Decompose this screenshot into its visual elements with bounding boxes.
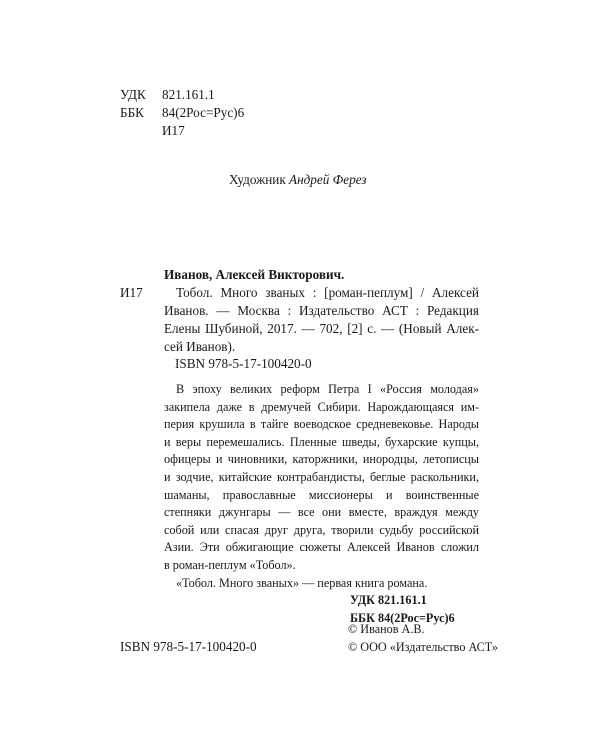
annotation [164,381,479,592]
annotation-line: в роман-пеплум «Тобол». [164,557,296,572]
catalog-author-heading: Иванов, Алексей Викторович. [164,267,345,282]
catalog-description [164,284,479,356]
udk-line [120,86,244,104]
annotation-line: и зодчие, китайские контрабандисты, беглые раскольники, [164,469,479,484]
annotation-closing: «Тобол. Много званых» — первая книга романа. [176,575,428,590]
annotation-line: и веры перемешались. Пленные шведы, бухарские купцы, [164,434,479,449]
catalog-author-mark: И17 [120,285,143,300]
annotation-line: степняки джунгары — все они вместе, враждуя между [164,505,479,520]
annotation-line: Азии. Эти обжигающие сюжеты Алексей Иванов сложил [164,540,479,555]
author-mark: И17 [162,123,185,138]
annotation-line: закипела даже в дремучей Сибири. Нарождающаяся им- [164,399,479,414]
udk-value: 821.161.1 [162,87,215,102]
footer-bbk: ББК 84(2Рос=Рус)6 [350,610,455,625]
bbk-label: ББК [120,105,144,120]
artist-name: Андрей Ферез [289,172,367,187]
copyright-block [348,621,498,656]
bottom-isbn: ISBN 978-5-17-100420-0 [120,639,257,654]
catalog-line: сей Иванов). [164,339,236,354]
copyright-publisher: © ООО «Издательство АСТ» [348,639,499,654]
catalog-line: Иванов. — Москва : Издательство АСТ : Редакция [164,303,479,318]
artist-prefix: Художник [229,172,286,187]
annotation-line: В эпоху великих реформ Петра I «Россия молодая» [176,382,479,396]
footer-udk: УДК 821.161.1 [350,593,427,607]
catalog-line: Елены Шубиной, 2017. — 702, [2] с. — (Новый Алек- [164,321,479,336]
annotation-line: шаманы, православные миссионеры и воинственные [164,487,479,502]
bbk-line [120,104,244,122]
artist-credit [229,171,367,189]
catalog-isbn: ISBN 978-5-17-100420-0 [175,356,312,371]
copyright-author: © Иванов А.В. [348,622,425,636]
annotation-line: офицеры и чиновники, каторжники, инородцы, летописцы [164,452,479,467]
author-mark-line [120,122,244,140]
annotation-line: перия крушила в тайге воеводское средневековье. Народы [164,417,479,432]
annotation-line: собой или спасая друг друга, творили судьбу российской [164,522,479,537]
udk-label: УДК [120,87,146,102]
bbk-value: 84(2Рос=Рус)6 [162,105,245,120]
catalog-line: Тобол. Много званых : [роман-пеплум] / Алексей [176,285,479,300]
classification-codes [120,86,244,140]
